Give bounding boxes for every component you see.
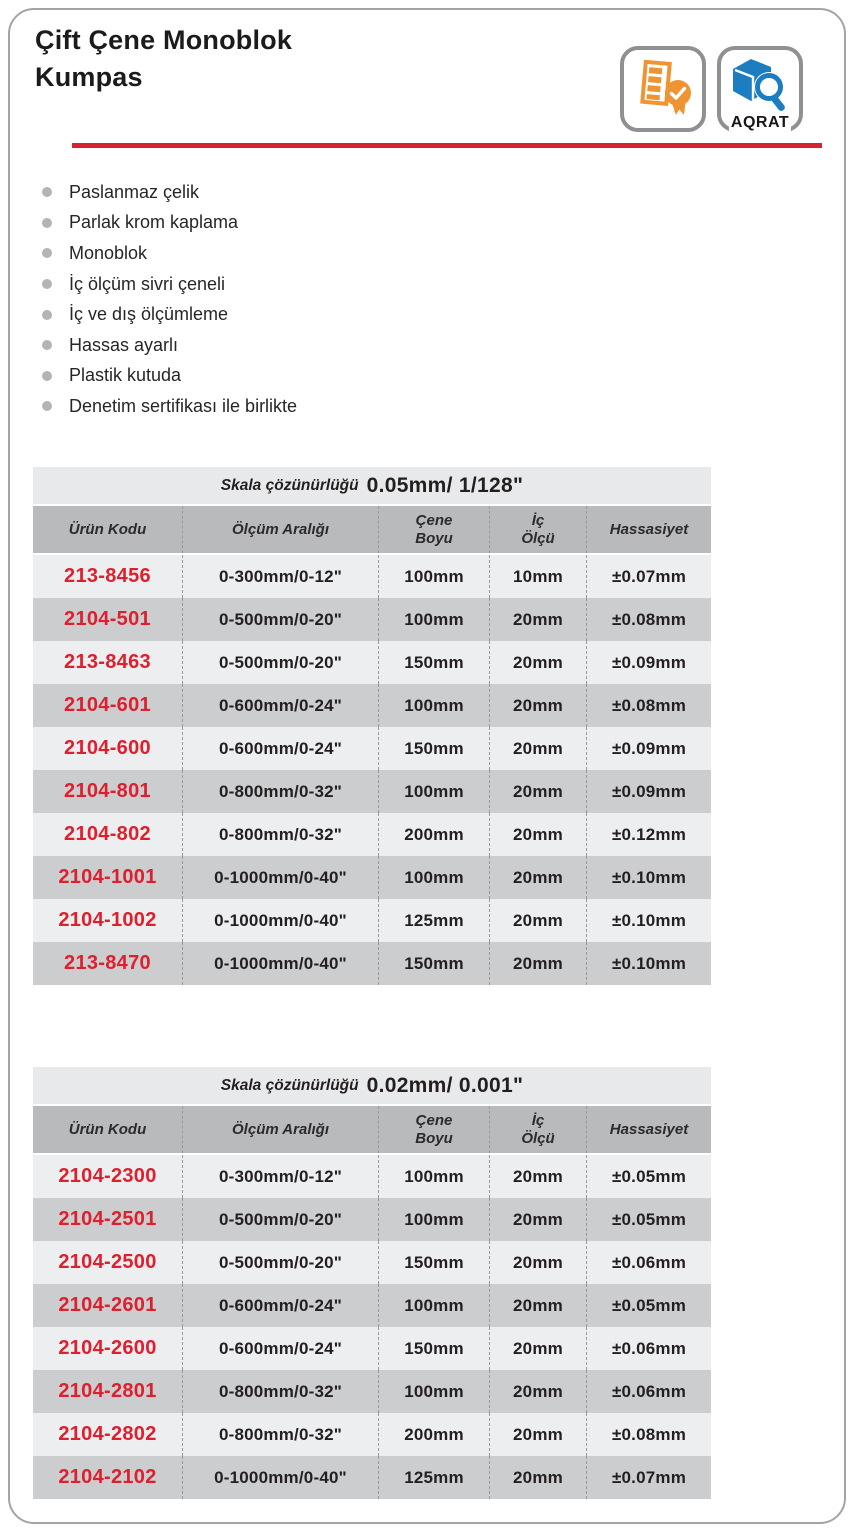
spec-cell: 0-800mm/0-32" <box>182 770 378 813</box>
spec-cell: 200mm <box>378 813 489 856</box>
spec-cell: ±0.09mm <box>586 727 711 770</box>
spec-cell: 0-600mm/0-24" <box>182 727 378 770</box>
product-code-cell: 2104-2102 <box>58 1466 157 1488</box>
spec-cell: 20mm <box>489 770 586 813</box>
spec-cell: 100mm <box>378 1284 489 1327</box>
spec-cell: ±0.05mm <box>586 1284 711 1327</box>
spec-cell: 150mm <box>378 1327 489 1370</box>
product-code-cell: 2104-2500 <box>58 1251 157 1273</box>
feature-text: Paslanmaz çelik <box>69 181 200 202</box>
spec-cell: ±0.08mm <box>586 1413 711 1456</box>
column-header: İç Ölçü <box>489 1106 586 1153</box>
product-code-cell: 213-8470 <box>64 952 151 974</box>
spec-cell: ±0.05mm <box>586 1198 711 1241</box>
column-header: Çene Boyu <box>378 1106 489 1153</box>
spec-cell: 0-600mm/0-24" <box>182 1284 378 1327</box>
table-row <box>33 813 711 856</box>
product-code-cell: 2104-2600 <box>58 1337 157 1359</box>
table-row <box>33 1284 711 1327</box>
spec-cell: 20mm <box>489 856 586 899</box>
table-row <box>33 1413 711 1456</box>
table-body <box>33 555 711 985</box>
spec-cell: 20mm <box>489 1284 586 1327</box>
spec-cell: 0-300mm/0-12" <box>182 555 378 598</box>
product-code-cell: 2104-2802 <box>58 1423 157 1445</box>
spec-cell: ±0.05mm <box>586 1155 711 1198</box>
badge-group <box>620 46 803 132</box>
spec-cell: 0-300mm/0-12" <box>182 1155 378 1198</box>
feature-text: Plastik kutuda <box>69 365 182 386</box>
column-header: Çene Boyu <box>378 506 489 553</box>
product-code-cell: 2104-2601 <box>58 1294 157 1316</box>
spec-cell: 0-500mm/0-20" <box>182 598 378 641</box>
resolution-label: Skala çözünürlüğü <box>220 476 359 494</box>
spec-cell: 10mm <box>489 555 586 598</box>
product-code-cell: 2104-1002 <box>58 909 157 931</box>
spec-cell: ±0.10mm <box>586 856 711 899</box>
product-code-cell: 2104-801 <box>64 780 151 802</box>
spec-cell: 20mm <box>489 1198 586 1241</box>
spec-cell: 100mm <box>378 1198 489 1241</box>
product-code-cell: 2104-600 <box>64 737 151 759</box>
spec-table-005mm <box>33 467 711 985</box>
table-row <box>33 1155 711 1198</box>
table-row <box>33 598 711 641</box>
spec-cell: 20mm <box>489 1241 586 1284</box>
certificate-badge <box>620 46 706 132</box>
feature-text: İç ve dış ölçümleme <box>69 304 229 325</box>
table-row <box>33 856 711 899</box>
spec-cell: 100mm <box>378 770 489 813</box>
table-row <box>33 727 711 770</box>
bullet-icon <box>42 218 52 228</box>
spec-cell: 150mm <box>378 942 489 985</box>
spec-cell: 0-1000mm/0-40" <box>182 942 378 985</box>
table-resolution-banner <box>33 467 711 504</box>
certificate-icon <box>634 57 692 122</box>
spec-cell: 0-1000mm/0-40" <box>182 1456 378 1499</box>
feature-text: İç ölçüm sivri çeneli <box>69 273 226 294</box>
spec-cell: ±0.12mm <box>586 813 711 856</box>
spec-cell: 125mm <box>378 1456 489 1499</box>
table-row <box>33 942 711 985</box>
spec-cell: ±0.08mm <box>586 598 711 641</box>
feature-item <box>34 299 297 330</box>
column-header: İç Ölçü <box>489 506 586 553</box>
spec-cell: 20mm <box>489 1456 586 1499</box>
spec-cell: 20mm <box>489 1370 586 1413</box>
table-row <box>33 555 711 598</box>
table-row <box>33 770 711 813</box>
spec-cell: 20mm <box>489 598 586 641</box>
resolution-value: 0.02mm/ 0.001" <box>366 1073 524 1097</box>
spec-cell: 20mm <box>489 684 586 727</box>
product-code-cell: 2104-802 <box>64 823 151 845</box>
product-code-cell: 2104-1001 <box>58 866 157 888</box>
column-header: Hassasiyet <box>586 506 711 553</box>
spec-cell: 0-500mm/0-20" <box>182 641 378 684</box>
spec-cell: 150mm <box>378 1241 489 1284</box>
spec-cell: 100mm <box>378 1155 489 1198</box>
spec-cell: 150mm <box>378 727 489 770</box>
aqrat-label: AQRAT <box>730 114 790 131</box>
spec-cell: 200mm <box>378 1413 489 1456</box>
column-header: Ürün Kodu <box>68 520 147 538</box>
feature-item <box>34 391 297 422</box>
spec-cell: 20mm <box>489 641 586 684</box>
bullet-icon <box>42 279 52 289</box>
spec-table-002mm <box>33 1067 711 1499</box>
table-row <box>33 641 711 684</box>
feature-text: Hassas ayarlı <box>69 334 179 355</box>
feature-item <box>34 238 297 269</box>
table-row <box>33 1327 711 1370</box>
spec-cell: 0-800mm/0-32" <box>182 813 378 856</box>
bullet-icon <box>42 248 52 258</box>
spec-cell: 0-800mm/0-32" <box>182 1370 378 1413</box>
spec-cell: ±0.10mm <box>586 942 711 985</box>
table-row <box>33 1456 711 1499</box>
product-code-cell: 213-8456 <box>64 565 151 587</box>
product-code-cell: 2104-2300 <box>58 1165 157 1187</box>
table-row <box>33 1370 711 1413</box>
spec-cell: 0-1000mm/0-40" <box>182 856 378 899</box>
spec-cell: ±0.06mm <box>586 1327 711 1370</box>
column-header: Ölçüm Aralığı <box>182 506 378 553</box>
bullet-icon <box>42 371 52 381</box>
feature-text: Monoblok <box>69 242 148 263</box>
bullet-icon <box>42 187 52 197</box>
spec-cell: ±0.10mm <box>586 899 711 942</box>
spec-cell: 20mm <box>489 1327 586 1370</box>
table-row <box>33 1198 711 1241</box>
product-code-cell: 2104-601 <box>64 694 151 716</box>
spec-cell: 20mm <box>489 899 586 942</box>
column-header: Hassasiyet <box>586 1106 711 1153</box>
spec-cell: ±0.09mm <box>586 770 711 813</box>
spec-cell: 20mm <box>489 813 586 856</box>
feature-list <box>34 177 297 422</box>
spec-cell: 20mm <box>489 727 586 770</box>
spec-cell: 150mm <box>378 641 489 684</box>
column-header: Ölçüm Aralığı <box>182 1106 378 1153</box>
feature-item <box>34 330 297 361</box>
spec-cell: ±0.06mm <box>586 1370 711 1413</box>
spec-cell: 0-500mm/0-20" <box>182 1241 378 1284</box>
accent-divider <box>72 143 822 148</box>
spec-cell: ±0.07mm <box>586 555 711 598</box>
spec-cell: 0-600mm/0-24" <box>182 684 378 727</box>
spec-cell: ±0.06mm <box>586 1241 711 1284</box>
spec-cell: 0-800mm/0-32" <box>182 1413 378 1456</box>
spec-cell: 100mm <box>378 598 489 641</box>
resolution-label: Skala çözünürlüğü <box>220 1076 359 1094</box>
spec-cell: 125mm <box>378 899 489 942</box>
spec-cell: 100mm <box>378 856 489 899</box>
product-code-cell: 2104-2801 <box>58 1380 157 1402</box>
aqrat-badge <box>717 46 803 132</box>
spec-cell: ±0.07mm <box>586 1456 711 1499</box>
feature-item <box>34 361 297 392</box>
table-row <box>33 1241 711 1284</box>
column-header: Ürün Kodu <box>68 1120 147 1138</box>
table-row <box>33 684 711 727</box>
spec-cell: 100mm <box>378 555 489 598</box>
page-title <box>35 22 292 96</box>
bullet-icon <box>42 401 52 411</box>
product-code-cell: 2104-501 <box>64 608 151 630</box>
feature-item <box>34 269 297 300</box>
feature-item <box>34 177 297 208</box>
page-title-line2: Kumpas <box>35 62 143 92</box>
page-title-line1: Çift Çene Monoblok <box>35 25 293 55</box>
spec-cell: 0-500mm/0-20" <box>182 1198 378 1241</box>
bullet-icon <box>42 340 52 350</box>
product-code-cell: 213-8463 <box>64 651 151 673</box>
resolution-value: 0.05mm/ 1/128" <box>366 473 524 497</box>
spec-cell: ±0.09mm <box>586 641 711 684</box>
spec-cell: 20mm <box>489 942 586 985</box>
feature-item <box>34 208 297 239</box>
table-resolution-banner <box>33 1067 711 1104</box>
spec-cell: 100mm <box>378 1370 489 1413</box>
feature-text: Parlak krom kaplama <box>69 212 239 233</box>
feature-text: Denetim sertifikası ile birlikte <box>69 395 298 416</box>
bullet-icon <box>42 310 52 320</box>
aqrat-inspection-icon <box>729 57 791 122</box>
table-header-row <box>33 506 711 553</box>
table-row <box>33 899 711 942</box>
spec-cell: 0-1000mm/0-40" <box>182 899 378 942</box>
spec-cell: 20mm <box>489 1413 586 1456</box>
table-body <box>33 1155 711 1499</box>
spec-cell: 100mm <box>378 684 489 727</box>
product-code-cell: 2104-2501 <box>58 1208 157 1230</box>
spec-cell: 20mm <box>489 1155 586 1198</box>
spec-cell: 0-600mm/0-24" <box>182 1327 378 1370</box>
table-header-row <box>33 1106 711 1153</box>
spec-cell: ±0.08mm <box>586 684 711 727</box>
